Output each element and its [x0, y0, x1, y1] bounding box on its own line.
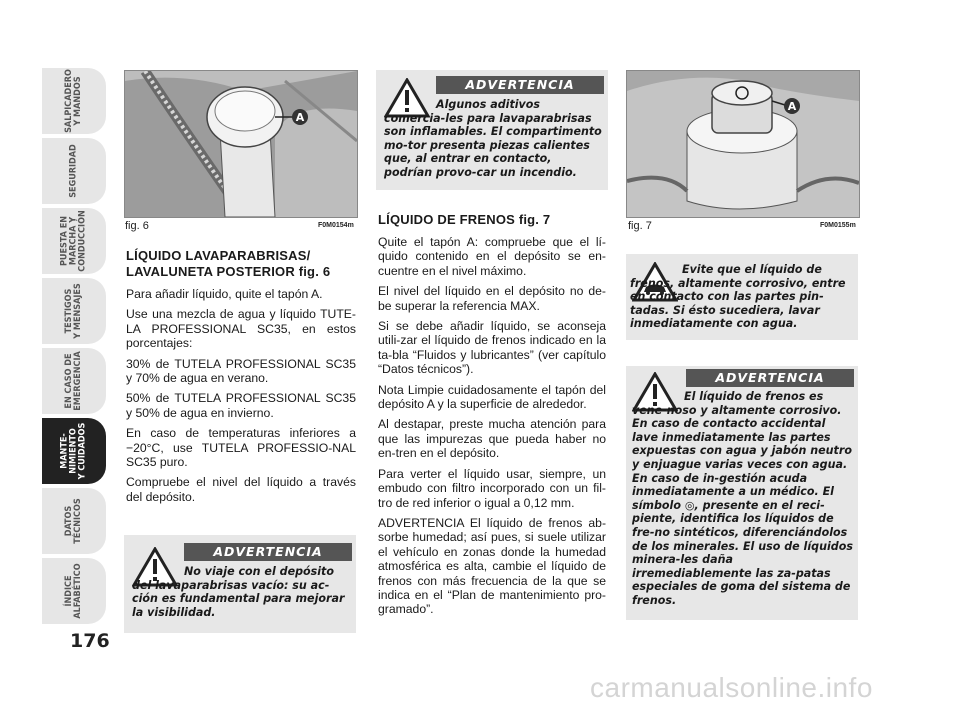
warning-title: ADVERTENCIA [436, 76, 604, 94]
sidebar-tab-label: EN CASO DE EMERGENCIA [64, 351, 83, 411]
fig7-photo [626, 70, 860, 218]
warning-text: Algunos aditivos comercia-les para lavaparabrisas son inflamables. El compartimento mo-tor presenta piezas calientes que, al entrar en contacto, podrían provo-car un incendio. [384, 98, 602, 179]
paragraph: En caso de temperaturas inferiores a −20°C, use TUTELA PROFESSIO-NAL SC35 puro. [126, 426, 356, 470]
paragraph: 50% de TUTELA PROFESSIONAL SC35 y 50% de agua en invierno. [126, 391, 356, 420]
page-number: 176 [70, 630, 110, 652]
sidebar-tab-label: TESTIGOS Y MENSAJES [64, 283, 83, 339]
paragraph: Para verter el líquido usar, siempre, un embudo con filtro incorporado con un fil-tro de red inferior o igual a 0,12 mm. [378, 466, 606, 510]
paragraph: El nivel del líquido en el depósito no de-be superar la referencia MAX. [378, 284, 606, 313]
fig6-marker: A [295, 111, 305, 124]
fig7-label: fig. 7 [628, 220, 652, 232]
sidebar-tab-salpicadero[interactable] [42, 68, 106, 134]
paragraph: Compruebe el nivel del líquido a través del depósito. [126, 475, 356, 504]
sidebar-tab-emergencia[interactable] [42, 348, 106, 414]
warning-box-washer [124, 535, 356, 633]
watermark: carmanualsonline.info [590, 672, 873, 703]
sidebar-tab-testigos[interactable] [42, 278, 106, 344]
warning-title: ADVERTENCIA [184, 543, 352, 561]
paragraph: 30% de TUTELA PROFESSIONAL SC35 y 70% de agua en verano. [126, 356, 356, 386]
fig7-code: F0M0155m [820, 222, 856, 229]
fig6-label: fig. 6 [125, 220, 149, 232]
sidebar-tab-label: SALPICADERO Y MANDOS [64, 69, 83, 133]
section-heading-brake-fluid: LÍQUIDO DE FRENOS fig. 7 [378, 212, 551, 227]
warning-text: El líquido de frenos es vene-noso y altamente corrosivo. En caso de contacto accidental lave inmediatamente las partes expuestas con agua y jabón neutro y enjuague varias veces con agua. En caso de in-gestión acuda inmediatamente a un médico. El símbolo ◎, presente en el reci-piente, identifica los líquidos de fre-no sintéticos, diferenciándolos de los minerales. El uso de líquidos minera-les daña irremediablemente las za-patas especiales de goma del sistema de frenos. [632, 390, 853, 607]
warning-title: ADVERTENCIA [686, 369, 854, 387]
left-column [126, 248, 356, 510]
caution-box-paint [626, 254, 858, 340]
sidebar-tab-label: DATOS TÉCNICOS [64, 498, 83, 544]
paragraph: Quite el tapón A: compruebe que el lí-quido contenido en el depósito se en-cuentre en el nivel máximo. [378, 235, 606, 278]
brake-reservoir-illustration [627, 71, 859, 217]
paragraph: Si se debe añadir líquido, se aconseja utili-zar el líquido de frenos indicado en la ta-bla “Fluidos y lubricantes” (ver capítulo “Datos técnicos”). [378, 319, 606, 377]
fig6-photo [124, 70, 358, 218]
paragraph: Nota Limpie cuidadosamente el tapón del depósito A y la superficie de alrededor. [378, 382, 606, 412]
caution-text: Evite que el líquido de frenos, altamente corrosivo, entre en contacto con las partes pin-tadas. Si ésto sucediera, lavar inmediatamente con agua. [630, 263, 846, 331]
paragraph: Al destapar, preste mucha atención para que las impurezas que pueda haber no en-tren en el depósito. [378, 417, 606, 461]
sidebar-tab-indice[interactable] [42, 558, 106, 624]
washer-reservoir-illustration [125, 71, 357, 217]
warning-box-additives [376, 70, 608, 190]
paragraph: Use una mezcla de agua y líquido TUTE-LA PROFESSIONAL SC35, en estos porcentajes: [126, 307, 356, 351]
sidebar-tab-seguridad[interactable] [42, 138, 106, 204]
sidebar-tab-label: PUESTA EN MARCHA Y CONDUCCIÓN [59, 210, 88, 272]
sidebar-tab-puesta-en-marcha[interactable] [42, 208, 106, 274]
sidebar-tab-mantenimiento[interactable] [42, 418, 106, 484]
fig6-code: F0M0154m [318, 222, 354, 229]
section-heading-washer: LÍQUIDO LAVAPARABRISAS/ LAVALUNETA POSTERIOR fig. 6 [126, 248, 331, 279]
sidebar-tab-datos-tecnicos[interactable] [42, 488, 106, 554]
middle-column [378, 212, 606, 623]
warning-text: No viaje con el depósito del lavaparabrisas vacío: su ac-ción es fundamental para mejorar la visibilidad. [132, 565, 345, 619]
fig7-marker: A [787, 100, 797, 113]
sidebar-tab-label: SEGURIDAD [68, 144, 79, 198]
warning-box-brake-fluid [626, 366, 858, 620]
paragraph: Para añadir líquido, quite el tapón A. [126, 287, 323, 301]
sidebar-tab-label: ÍNDICE ALFABÉTICO [64, 563, 83, 619]
sidebar-tab-label: MANTE- NIMIENTO Y CUIDADOS [59, 422, 88, 480]
paragraph: ADVERTENCIA El líquido de frenos ab-sorbe humedad; así pues, si suele utilizar el vehículo en zonas donde la humedad atmosférica es alta, cambie el líquido de frenos con más frecuencia de la que se indica en el “Plan de mantenimiento pro-gramado”. [378, 515, 606, 617]
